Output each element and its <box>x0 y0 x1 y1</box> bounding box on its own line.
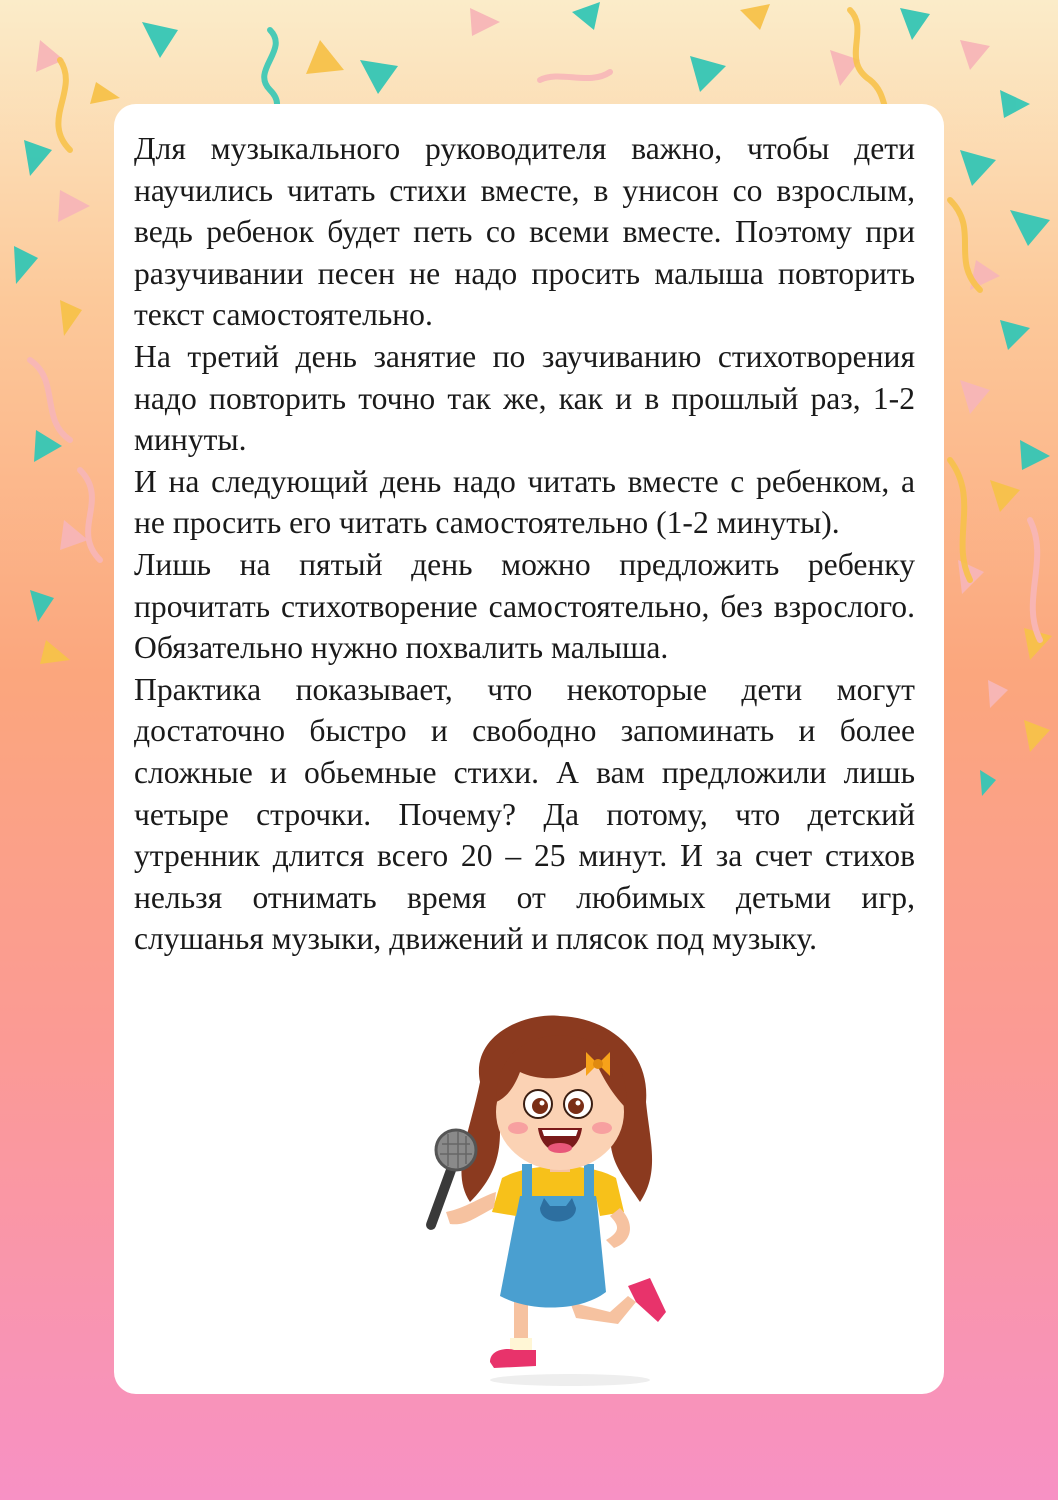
paragraph-5: Практика показывает, что некоторые дети могут достаточно быстро и свободно запоминать и более сложные и обьемные стихи. А вам предложили лишь четыре строчки. Почему? Да потому, что детский утренник длится всего 20 – 25 минут. И за счет стихов нельзя отнимать время от любимых детьми игр, слушанья музыки, движений и плясок под музыку. <box>134 671 915 957</box>
paragraph-2: На третий день занятие по заучиванию стихотворения надо повторить точно так же, как и в прошлый раз, 1-2 минуты. <box>134 338 915 458</box>
paragraph-4: Лишь на пятый день можно предложить ребенку прочитать стихотворение самостоятельно, без взрослого. Обязательно нужно похвалить малыша. <box>134 546 915 666</box>
paragraph-3: И на следующий день надо читать вместе с ребенком, а не просить его читать самостоятельно (1-2 минуты). <box>134 463 915 541</box>
singing-girl-illustration <box>410 1012 690 1392</box>
article-text <box>134 128 915 960</box>
paragraph-1: Для музыкального руководителя важно, чтобы дети научились читать стихи вместе, в унисон со взрослым, ведь ребенок будет петь со всеми вместе. Поэтому при разучивании песен не надо просить малыша повторить текст самостоятельно. <box>134 131 915 333</box>
